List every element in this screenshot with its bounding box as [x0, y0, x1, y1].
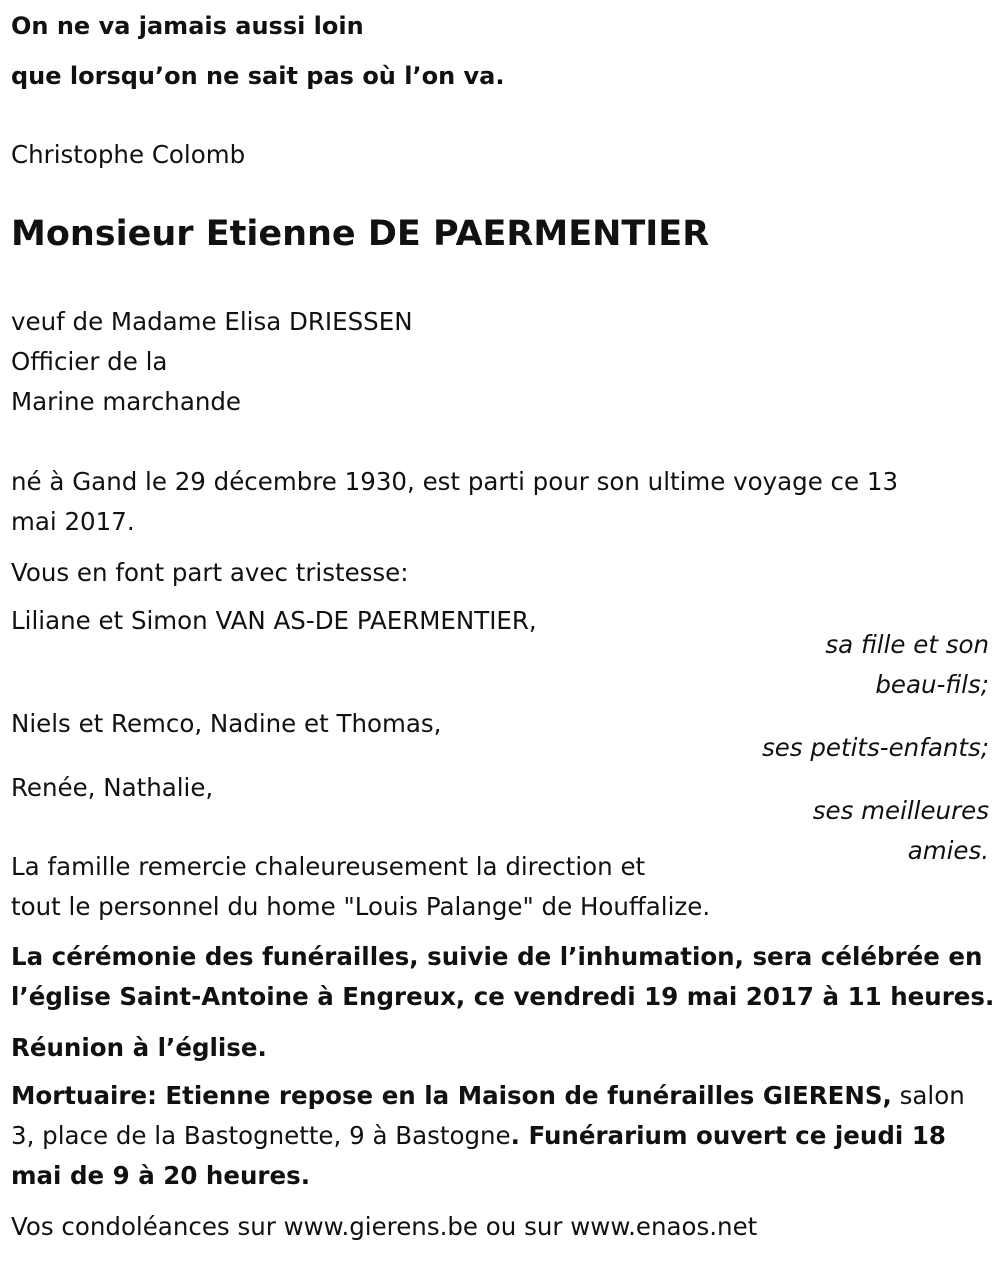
mortuary-bold-text: Mortuaire: Etienne repose en la Maison de funérailles GIERENS, [11, 1081, 892, 1110]
quote-author: Christophe Colomb [11, 140, 246, 169]
ceremony-line-1: La cérémonie des funérailles, suivie de l’inhumation, sera célébrée en [11, 942, 983, 971]
mourner-names: Liliane et Simon VAN AS-DE PAERMENTIER, [11, 606, 537, 635]
occupation-line-1: Officier de la [11, 347, 168, 376]
mortuary-line-2 [11, 1116, 946, 1156]
mourner-names: Renée, Nathalie, [11, 773, 214, 802]
mourner-relation: ses meilleures [812, 796, 989, 825]
meeting-line: Réunion à l’église. [11, 1033, 267, 1062]
mourner-names: Niels et Remco, Nadine et Thomas, [11, 709, 442, 738]
quote-line-1: On ne va jamais aussi loin [11, 12, 364, 40]
mourner-relation: amies. [907, 836, 989, 865]
thanks-line-2: tout le personnel du home "Louis Palange" de Houffalize. [11, 892, 711, 921]
funerarium-hours: . Funérarium ouvert ce jeudi 18 [510, 1121, 946, 1150]
occupation-line-2: Marine marchande [11, 387, 241, 416]
mortuary-text: salon [891, 1081, 965, 1110]
mortuary-address: 3, place de la Bastognette, 9 à Bastogne [11, 1121, 511, 1150]
deceased-name: Monsieur Etienne DE PAERMENTIER [11, 214, 710, 254]
mourner-relation: ses petits-enfants; [761, 733, 989, 762]
ceremony-line-2: l’église Saint-Antoine à Engreux, ce vendredi 19 mai 2017 à 11 heures. [11, 982, 995, 1011]
quote-line-2: que lorsqu’on ne sait pas où l’on va. [11, 62, 505, 90]
mourner-relation: sa fille et son [825, 630, 989, 659]
mortuary-line-1 [11, 1076, 965, 1116]
condolences-line: Vos condoléances sur www.gierens.be ou sur www.enaos.net [11, 1212, 758, 1241]
spouse-line: veuf de Madame Elisa DRIESSEN [11, 307, 413, 336]
announcement-line-1: né à Gand le 29 décembre 1930, est parti pour son ultime voyage ce 13 [11, 467, 899, 496]
announcement-line-2: mai 2017. [11, 507, 135, 536]
mourner-relation: beau-fils; [875, 670, 989, 699]
mortuary-line-3: mai de 9 à 20 heures. [11, 1161, 311, 1190]
thanks-line-1: La famille remercie chaleureusement la direction et [11, 852, 646, 881]
mourners-intro: Vous en font part avec tristesse: [11, 558, 409, 587]
